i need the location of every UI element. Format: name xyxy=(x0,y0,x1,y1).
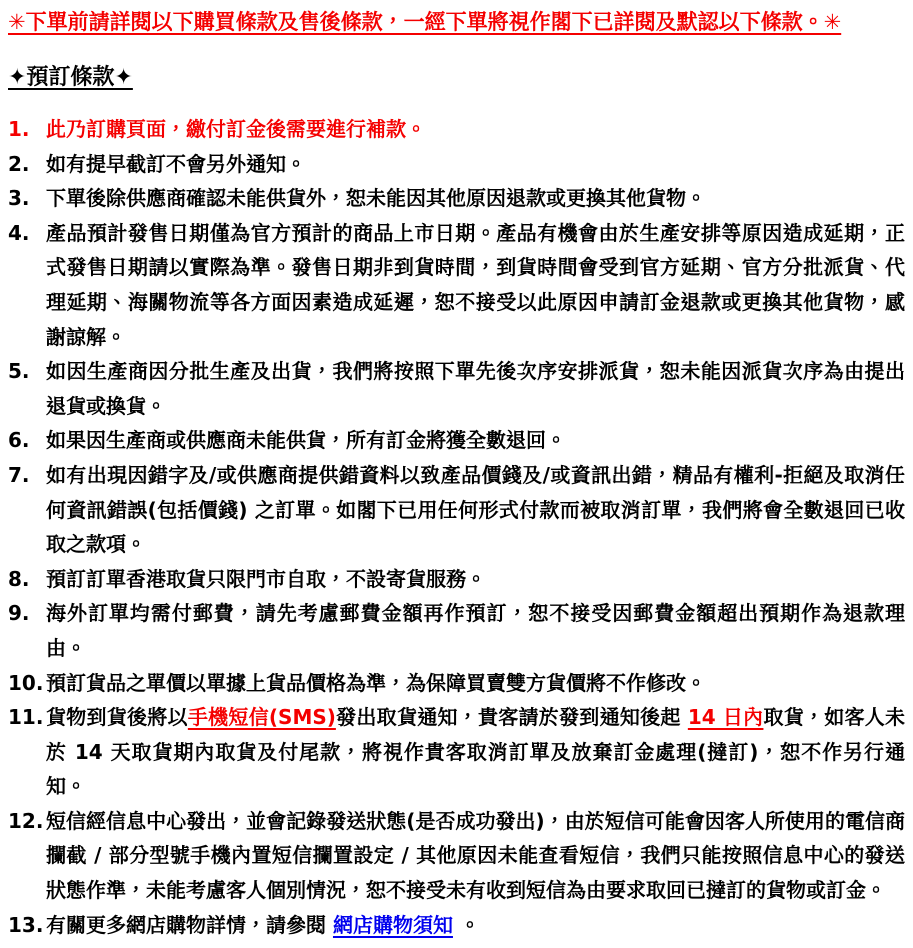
term-text-segment: 如有出現因錯字及/或供應商提供錯資料以致產品價錢及/或資訊出錯，精品有權利-拒絕及取消任何資訊錯誤(包括價錢) 之訂單。如閣下已用任何形式付款而被取消訂單，我們將會全數退回已收取之款項。 xyxy=(46,462,905,557)
term-text-segment: 貨物到貨後將以 xyxy=(46,705,188,730)
term-text xyxy=(46,181,905,216)
highlighted-term-text: 手機短信(SMS) xyxy=(187,705,336,730)
term-number: 8. xyxy=(8,566,30,591)
term-item-7 xyxy=(8,458,905,562)
term-text-segment: 取貨，如客人未於 14 天取貨期內取貨及付尾款，將視作貴客取消訂單及放棄訂金處理(撻訂)，恕不作另行通知。 xyxy=(46,705,906,799)
term-item-4 xyxy=(8,216,905,354)
term-number: 2. xyxy=(8,151,30,176)
term-number: 3. xyxy=(8,186,30,211)
term-number: 9. xyxy=(8,601,30,626)
term-text xyxy=(46,908,905,943)
term-text xyxy=(46,596,905,665)
term-text-segment: 如果因生產商或供應商未能供貨，所有訂金將獲全數退回。 xyxy=(46,428,566,453)
term-number: 4. xyxy=(8,220,30,245)
store-shopping-guide-link[interactable]: 網店購物須知 xyxy=(332,912,453,937)
term-text xyxy=(46,112,905,147)
term-item-10 xyxy=(8,666,905,701)
term-text-segment: 下單後除供應商確認未能供貨外，恕未能因其他原因退款或更換其他貨物。 xyxy=(46,186,706,211)
term-number: 6. xyxy=(8,428,30,453)
term-text-segment: 海外訂單均需付郵費，請先考慮郵費金額再作預訂，恕不接受因郵費金額超出預期作為退款理由。 xyxy=(46,601,905,660)
term-item-6 xyxy=(8,423,905,458)
term-text-segment: 如因生產商因分批生產及出貨，我們將按照下單先後次序安排派貨，恕未能因派貨次序為由提出退貨或換貨。 xyxy=(46,359,905,418)
term-item-9 xyxy=(8,596,905,665)
term-text-segment: 如有提早截訂不會另外通知。 xyxy=(46,151,306,176)
term-item-3 xyxy=(8,181,905,216)
term-item-12 xyxy=(8,804,905,908)
term-text-segment: 此乃訂購頁面，繳付訂金後需要進行補款。 xyxy=(46,117,426,141)
term-text xyxy=(46,147,905,182)
term-item-1 xyxy=(8,112,905,147)
term-text xyxy=(46,354,905,423)
term-text-segment: 。 xyxy=(452,912,480,937)
term-item-5 xyxy=(8,354,905,423)
pre-order-warning-banner: ✳下單前請詳閱以下購買條款及售後條款，一經下單將視作閣下已詳閱及默認以下條款。✳ xyxy=(8,10,842,34)
term-number: 13. xyxy=(8,912,44,937)
term-text xyxy=(46,216,905,354)
highlighted-term-text: 14 日內 xyxy=(687,705,764,730)
term-number: 7. xyxy=(8,462,30,487)
section-title-preorder-terms: ✦預訂條款✦ xyxy=(8,65,133,90)
term-number: 11. xyxy=(8,705,44,730)
term-text-segment: 產品預計發售日期僅為官方預計的商品上市日期。產品有機會由於生產安排等原因造成延期，正式發售日期請以實際為準。發售日期非到貨時間，到貨時間會受到官方延期、官方分批派貨、代理延期、海關物流等各方面因素造成延遲，恕不接受以此原因申請訂金退款或更換其他貨物，感謝諒解。 xyxy=(46,220,905,349)
term-text-segment: 預訂訂單香港取貨只限門市自取，不設寄貨服務。 xyxy=(46,566,486,591)
term-item-8 xyxy=(8,562,905,597)
term-number: 1. xyxy=(8,117,30,141)
term-text xyxy=(46,700,905,804)
term-text xyxy=(46,666,905,701)
term-text xyxy=(46,423,905,458)
term-item-13 xyxy=(8,908,905,943)
term-text-segment: 有關更多網店購物詳情，請參閱 xyxy=(46,912,333,937)
term-number: 12. xyxy=(8,808,44,833)
terms-list xyxy=(8,112,905,942)
term-number: 5. xyxy=(8,359,30,384)
term-item-2 xyxy=(8,147,905,182)
term-item-11 xyxy=(8,700,905,804)
term-text xyxy=(46,804,905,908)
term-text-segment: 發出取貨通知，貴客請於發到通知後起 xyxy=(335,705,688,730)
term-text-segment: 短信經信息中心發出，並會記錄發送狀態(是否成功發出)，由於短信可能會因客人所使用的電信商攔截 / 部分型號手機內置短信攔置設定 / 其他原因未能查看短信，我們只能按照信息中心的發送狀態作準，未能考慮客人個別情況，恕不接受未有收到短信為由要求取回已撻訂的貨物或訂金。 xyxy=(46,808,905,903)
term-number: 10. xyxy=(8,670,44,695)
term-text-segment: 預訂貨品之單價以單據上貨品價格為準，為保障買賣雙方貨價將不作修改。 xyxy=(46,670,706,695)
term-text xyxy=(46,458,905,562)
term-text xyxy=(46,562,905,597)
